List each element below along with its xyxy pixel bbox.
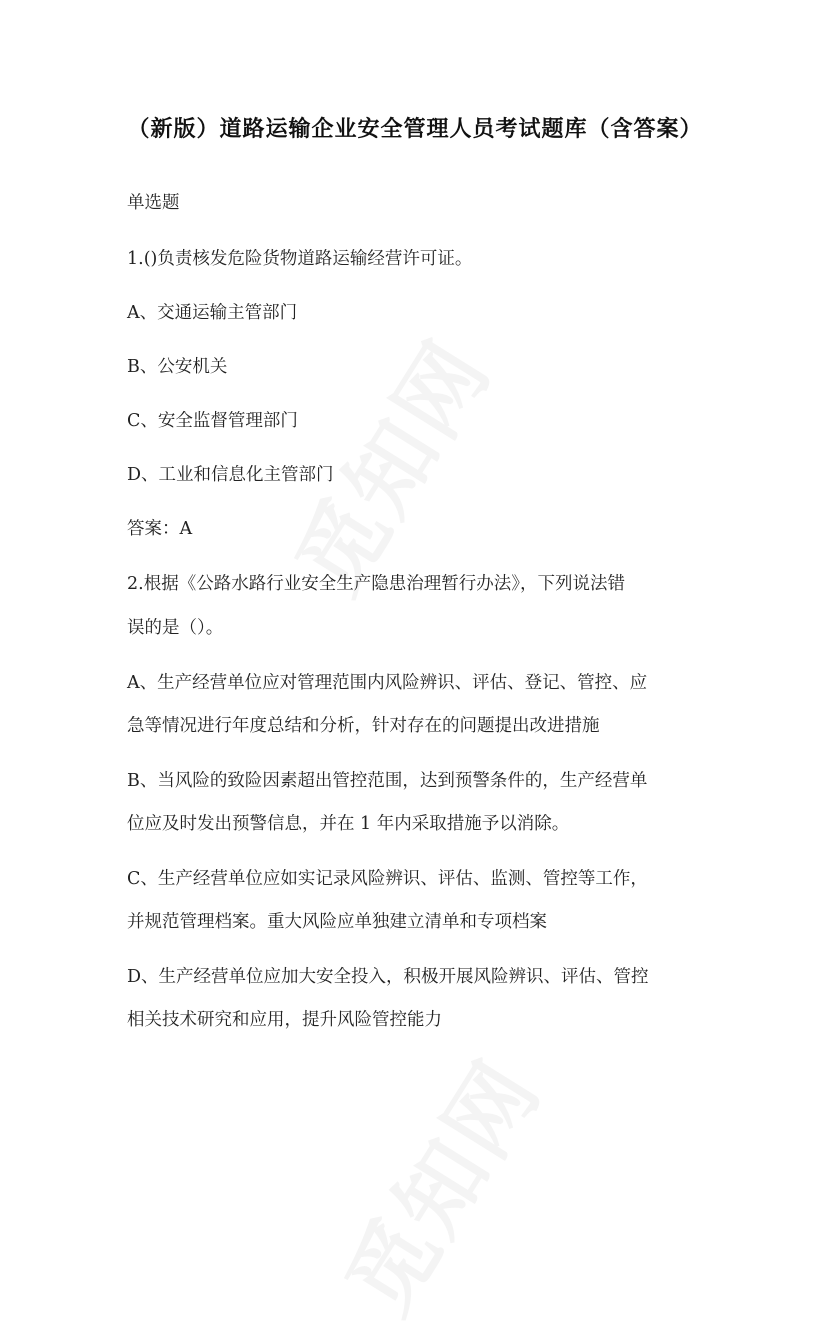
question-2-option-b-line-1: B、当风险的致险因素超出管控范围，达到预警条件的，生产经营单 xyxy=(127,771,648,791)
question-2-option-a-line-1: A、生产经营单位应对管理范围内风险辨识、评估、登记、管控、应 xyxy=(127,673,648,693)
question-1-answer: 答案：A xyxy=(127,519,193,539)
question-2-option-d-line-1: D、生产经营单位应加大安全投入，积极开展风险辨识、评估、管控 xyxy=(127,967,649,987)
question-2-option-c-line-1: C、生产经营单位应如实记录风险辨识、评估、监测、管控等工作， xyxy=(127,869,648,889)
question-1-option-d: D、工业和信息化主管部门 xyxy=(127,465,334,485)
question-2-stem-line-2: 误的是（）。 xyxy=(127,618,224,638)
question-2-option-a-line-2: 急等情况进行年度总结和分析，针对存在的问题提出改进措施 xyxy=(127,716,600,736)
question-2-option-d-line-2: 相关技术研究和应用，提升风险管控能力 xyxy=(127,1010,442,1030)
question-2-stem-line-1: 2.根据《公路水路行业安全生产隐患治理暂行办法》，下列说法错 xyxy=(127,574,625,594)
watermark-lower xyxy=(311,1033,564,1333)
question-1-option-b: B、公安机关 xyxy=(127,357,228,377)
section-heading: 单选题 xyxy=(127,193,180,213)
question-1-option-c: C、安全监督管理部门 xyxy=(127,411,298,431)
question-1-stem: 1.()负责核发危险货物道路运输经营许可证。 xyxy=(127,249,473,269)
question-2-option-c-line-2: 并规范管理档案。重大风险应单独建立清单和专项档案 xyxy=(127,912,547,932)
document-title: （新版）道路运输企业安全管理人员考试题库（含答案） xyxy=(127,117,703,142)
question-2-option-b-line-2: 位应及时发出预警信息，并在 1 年内采取措施予以消除。 xyxy=(127,814,570,834)
question-1-option-a: A、交通运输主管部门 xyxy=(127,303,298,323)
